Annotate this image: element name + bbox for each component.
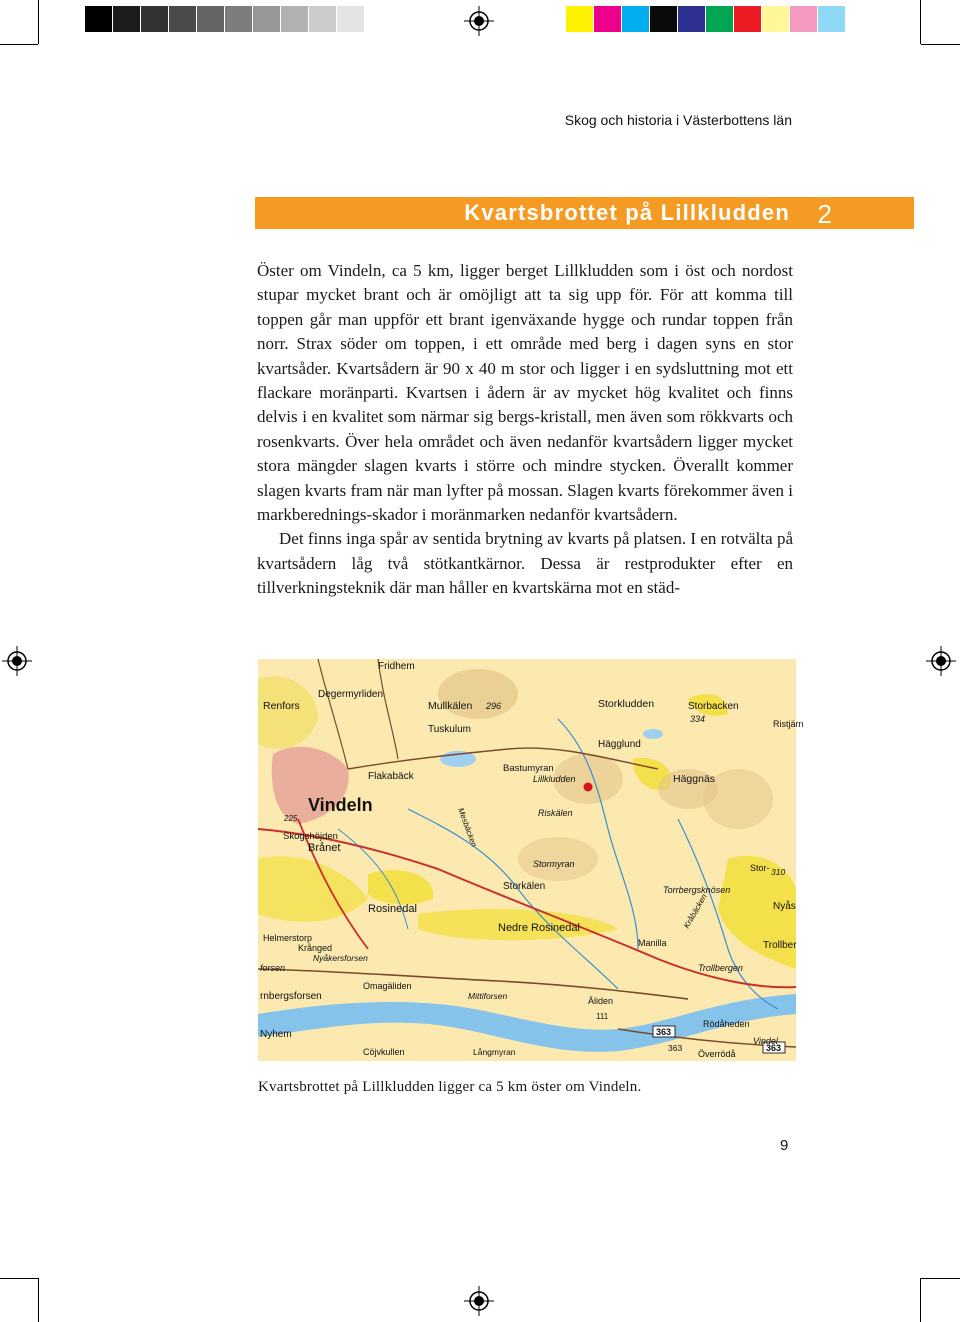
map-label: Tuskulum — [428, 724, 471, 735]
figure-caption: Kvartsbrottet på Lillkludden ligger ca 5 km öster om Vindeln. — [258, 1079, 642, 1095]
map-label: Häggnäs — [673, 773, 716, 785]
map-label: Nyhem — [260, 1029, 292, 1040]
paragraph: Öster om Vindeln, ca 5 km, ligger berget Lillkludden som i öst och nordost stupar mycket brant och är omöjligt att ta sig upp för. För att komma till toppen går man uppför ett brant igenväxande hygge och rundar toppen från norr. Strax söder om toppen, i ett område med berg i dagen syns en stor kvartsåder. Kvartsådern är 90 x 40 m stor och ligger i en sydsluttning mot ett flackare moränparti. Kvartsen i ådern är av mycket hög kvalitet och finns delvis i en kvalitet som närmar sig bergs-kristall, men även som rökkvarts och rosenkvarts. Över hela området och även nedanför kvartsådern ligger mycket stora mängder slagen kvarts i större och mindre stycken. Överallt kommer slagen kvarts fram när man lyfter på mossan. Slagen kvarts förekommer även i markberednings-skador i moränmarken nedanför kvartsådern. — [257, 261, 793, 525]
color-swatch — [622, 6, 649, 32]
color-swatch — [594, 6, 621, 32]
map-label: Nyås — [773, 901, 796, 912]
map-label: rnbergsforsen — [260, 991, 322, 1002]
map-label: Manilla — [638, 938, 667, 948]
map-label: Långmyran — [473, 1047, 516, 1057]
chapter-title: Kvartsbrottet på Lillkludden — [464, 200, 790, 225]
map-label: Mesbäcken — [456, 806, 479, 849]
gray-swatch — [113, 6, 140, 32]
map-label: Storkludden — [598, 698, 655, 710]
map-label: Flakabäck — [368, 771, 414, 782]
crop-mark — [0, 44, 38, 45]
route-number: 363 — [766, 1043, 782, 1053]
color-swatch — [566, 6, 593, 32]
map-label: Mittiforsen — [468, 991, 508, 1001]
quarry-location-marker — [584, 783, 593, 792]
color-swatch — [818, 6, 845, 32]
map-town-label: Vindeln — [308, 795, 373, 815]
map-label: Brånet — [308, 842, 341, 854]
registration-mark-icon — [926, 646, 956, 676]
gray-swatch — [225, 6, 252, 32]
page-number: 9 — [780, 1137, 789, 1154]
crop-mark — [38, 0, 39, 44]
map-canvas — [258, 659, 804, 1061]
map-label: Kråbäcken — [681, 892, 709, 930]
map-label: Riskälen — [538, 808, 573, 818]
map-label: Storbacken — [688, 701, 739, 712]
chapter-title-bar — [255, 197, 914, 229]
map-label: Nedre Rosinedal — [498, 922, 580, 934]
map-label: Lillkludden — [533, 774, 576, 784]
map-label: Skogshöjden — [283, 831, 338, 842]
body-text — [257, 259, 793, 601]
gray-swatch — [337, 6, 364, 32]
color-swatch — [790, 6, 817, 32]
map-label: Fridhem — [378, 661, 415, 672]
registration-mark-icon — [464, 1286, 494, 1316]
map-label: Bastumyran — [503, 763, 554, 774]
map-label: Stor- — [750, 863, 770, 873]
gray-swatch — [309, 6, 336, 32]
map-label: Äliden — [588, 996, 614, 1006]
map-label: Rödåheden — [703, 1019, 750, 1029]
crop-mark — [920, 0, 921, 44]
color-swatch — [678, 6, 705, 32]
color-swatch — [706, 6, 733, 32]
gray-swatch — [141, 6, 168, 32]
map-label: Nyåkersforsen — [313, 953, 368, 963]
crop-mark — [920, 1278, 921, 1322]
chapter-number: 2 — [817, 199, 832, 229]
map-label: 111 — [596, 1012, 609, 1021]
color-swatch — [734, 6, 761, 32]
map-label: 296 — [486, 701, 502, 711]
registration-mark-icon — [2, 646, 32, 676]
gray-swatch — [281, 6, 308, 32]
gray-swatch — [197, 6, 224, 32]
map-label: Överrödå — [698, 1049, 736, 1059]
registration-mark-icon — [464, 6, 494, 36]
map-label: Rosinedal — [368, 903, 417, 915]
map-label: Vindel — [753, 1036, 778, 1046]
running-header: Skog och historia i Västerbottens län — [564, 112, 792, 128]
map-label: Torrbergsknösen — [663, 885, 731, 895]
map-label: 363 — [668, 1043, 683, 1053]
gray-swatch — [253, 6, 280, 32]
map-label: Mullkälen — [428, 700, 473, 712]
gray-swatch — [85, 6, 112, 32]
map-label: Ristjärn — [773, 719, 804, 729]
map-label: 225 — [284, 814, 298, 823]
map-label: 334 — [690, 714, 706, 724]
color-swatch — [762, 6, 789, 32]
paragraph: Det finns inga spår av sentida brytning av kvarts på platsen. I en rotvälta på kvartsådern låg två stötkantkärnor. Dessa är restprodukter efter en tillverkningsteknik där man håller en kvartskärna mot en städ- — [257, 529, 793, 598]
color-swatch — [650, 6, 677, 32]
map-label: forsen — [260, 963, 286, 973]
map-label: Omagäliden — [363, 981, 412, 991]
crop-mark — [921, 44, 960, 45]
route-number: 363 — [656, 1027, 672, 1037]
crop-mark — [0, 1278, 38, 1279]
map-label: Degermyrliden — [318, 689, 384, 700]
map-label: Helmerstorp — [263, 933, 313, 943]
map-label: Trollber — [763, 940, 797, 951]
topographic-map — [258, 659, 804, 1061]
map-label: Krånged — [298, 943, 333, 953]
map-label: Hägglund — [598, 739, 641, 750]
gray-swatch — [169, 6, 196, 32]
map-label: Stormyran — [533, 859, 575, 869]
map-label: Cöjvkullen — [363, 1047, 405, 1057]
crop-mark — [921, 1278, 960, 1279]
map-label: Renfors — [263, 700, 300, 712]
map-label: Storkälen — [503, 881, 546, 892]
crop-mark — [38, 1278, 39, 1322]
map-label: 310 — [771, 867, 786, 877]
map-label: Trollbergen — [698, 963, 743, 973]
